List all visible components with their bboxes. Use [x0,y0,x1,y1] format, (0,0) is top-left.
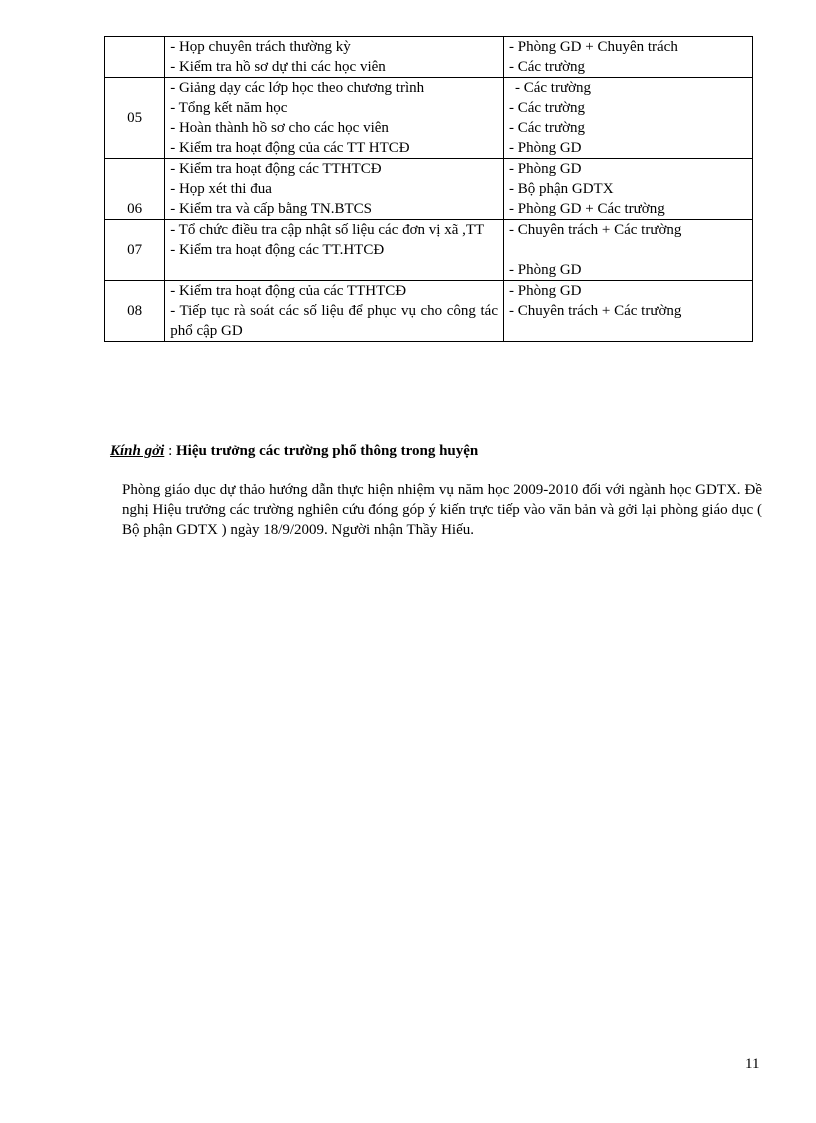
task-line: - Kiểm tra hoạt động của các TTHTCĐ [170,283,407,299]
month-cell: 07 [105,220,165,281]
page-number: 11 [745,1056,760,1072]
responsible-line: - Các trường [508,100,586,116]
responsible-line: - Phòng GD + Các trường [508,201,665,217]
responsible-line: - Bộ phận GDTX [508,181,614,197]
table-row [105,159,753,220]
task-line: - Kiểm tra hoạt động của các TT HTCĐ [170,140,410,156]
responsible-line: - Phòng GD + Chuyên trách [508,39,678,55]
responsible-cell [503,78,752,159]
responsible-line: - Các trường [508,120,586,136]
month-cell: 08 [105,281,165,342]
table-row [105,37,753,78]
responsible-line [509,240,747,260]
task-line: - Kiểm tra hồ sơ dự thi các học viên [170,59,386,75]
responsible-cell [503,281,752,342]
task-line: - Họp xét thi đua [170,181,272,197]
task-line: - Hoàn thành hồ sơ cho các học viên [170,120,389,136]
month-cell: 06 [105,159,165,220]
addressee-label: Kính gởi [110,443,165,459]
task-cell [165,78,504,159]
task-line: - Tổng kết năm học [170,100,288,116]
table-row [105,78,753,159]
responsible-line: - Phòng GD [508,140,582,156]
addressee-line [110,441,478,461]
addressee-separator: : [164,443,176,459]
responsible-line: - Các trường [508,59,586,75]
responsible-cell [503,159,752,220]
responsible-line: - Phòng GD [508,283,582,299]
task-cell [165,37,504,78]
task-line: - Tiếp tục rà soát các số liệu để phục vụ cho công tác phổ cập GD [170,303,498,339]
task-cell [165,281,504,342]
task-cell [165,159,504,220]
responsible-line: - Phòng GD [508,161,582,177]
responsible-line: - Chuyên trách + Các trường [508,222,682,238]
task-line: - Kiểm tra hoạt động các TT.HTCĐ [170,242,385,258]
responsible-line: - Phòng GD [508,262,582,278]
responsible-line: - Các trường [514,80,592,96]
task-line: - Giảng dạy các lớp học theo chương trình [170,80,425,96]
responsible-line: - Chuyên trách + Các trường [508,303,682,319]
month-cell [105,37,165,78]
task-line: - Tổ chức điều tra cập nhật số liệu các đơn vị xã ,TT [170,222,485,238]
task-cell [165,220,504,281]
plan-table [104,36,753,342]
responsible-cell [503,37,752,78]
table-row [105,220,753,281]
month-cell: 05 [105,78,165,159]
table-row [105,281,753,342]
task-line: - Kiểm tra và cấp bằng TN.BTCS [170,201,372,217]
task-line: - Kiểm tra hoạt động các TTHTCĐ [170,161,382,177]
notice-paragraph: Phòng giáo dục dự thảo hướng dẫn thực hiện nhiệm vụ năm học 2009-2010 đối với ngành học GDTX. Đề nghị Hiệu trưởng các trường nghiên cứu đóng góp ý kiến trực tiếp vào văn bản và gởi lại phòng giáo dục ( Bộ phận GDTX ) ngày 18/9/2009. Người nhận Thầy Hiếu. [122,482,762,538]
addressee-recipient: Hiệu trưởng các trường phổ thông trong huyện [176,443,479,459]
task-line: - Họp chuyên trách thường kỳ [170,39,351,55]
responsible-cell [503,220,752,281]
